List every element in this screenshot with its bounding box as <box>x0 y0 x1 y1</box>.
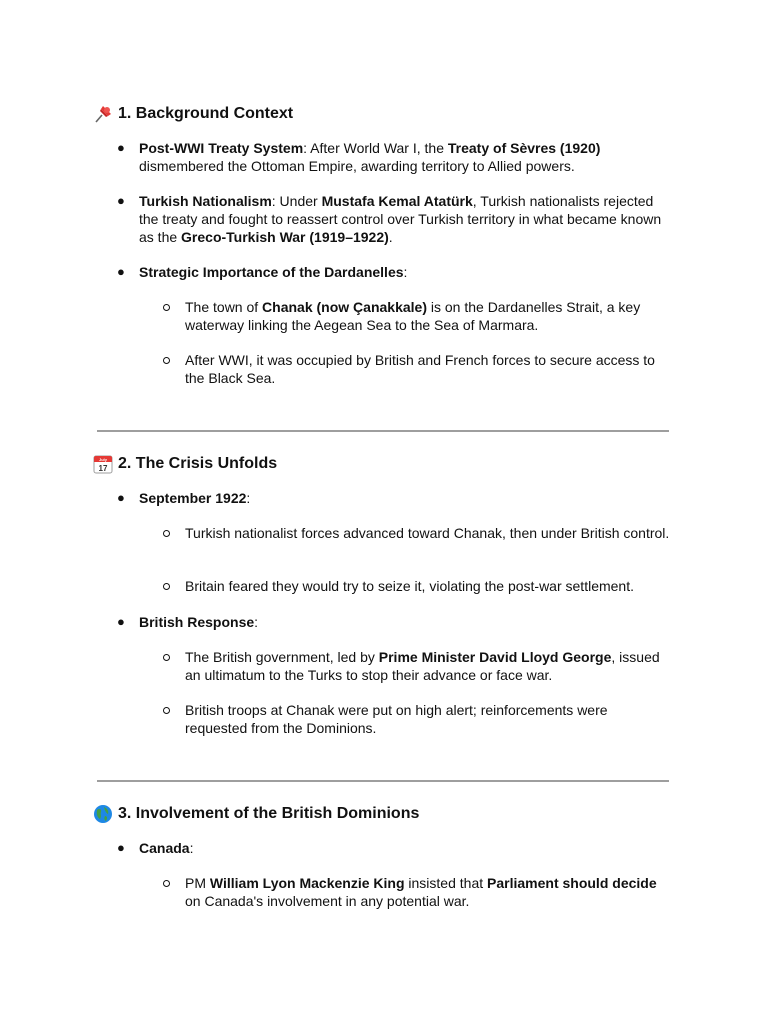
section-title: 3. Involvement of the British Dominions <box>118 805 420 822</box>
globe-icon <box>93 804 113 824</box>
list-item-text: Turkish Nationalism: Under Mustafa Kemal Atatürk, Turkish nationalists rejected the treaty and fought to reassert control over Turkish territory in what became known as the Greco-Turkish War (1919–1922). <box>139 193 662 245</box>
horizontal-rule <box>97 430 669 432</box>
sub-list-item-text: After WWI, it was occupied by British and French forces to secure access to the Black Sea. <box>185 352 655 386</box>
list-item-text: Strategic Importance of the Dardanelles: <box>139 264 408 280</box>
bullet-circle <box>163 880 170 887</box>
bullet-dot: ● <box>117 840 125 855</box>
bullet-dot: ● <box>117 193 125 208</box>
bullet-circle <box>163 357 170 364</box>
horizontal-rule <box>97 780 669 782</box>
section-heading-crisis-unfolds <box>93 454 277 474</box>
bullet-circle <box>163 654 170 661</box>
bullet-dot: ● <box>117 264 125 279</box>
bullet-dot: ● <box>117 140 125 155</box>
sub-list-item-text: Britain feared they would try to seize it, violating the post-war settlement. <box>185 578 634 594</box>
calendar-icon <box>93 454 113 474</box>
pushpin-icon <box>93 104 113 124</box>
sub-list-item-text: The British government, led by Prime Minister David Lloyd George, issued an ultimatum to the Turks to stop their advance or face war. <box>185 649 660 683</box>
bullet-circle <box>163 583 170 590</box>
list-item-text: British Response: <box>139 614 259 630</box>
list-item-text: September 1922: <box>139 490 251 506</box>
sub-list-item-text: PM William Lyon Mackenzie King insisted that Parliament should decide on Canada's involvement in any potential war. <box>185 875 657 909</box>
bullet-dot: ● <box>117 614 125 629</box>
calendar-month: July <box>98 457 108 462</box>
bullet-dot: ● <box>117 490 125 505</box>
bullet-circle <box>163 707 170 714</box>
calendar-day: 17 <box>98 464 108 473</box>
list-item-text: Post-WWI Treaty System: After World War I, the Treaty of Sèvres (1920) dismembered the Ottoman Empire, awarding territory to Allied powers. <box>139 140 601 174</box>
section-title: 1. Background Context <box>118 105 294 122</box>
section-heading-dominions <box>93 804 419 824</box>
section-title: 2. The Crisis Unfolds <box>118 455 278 472</box>
bullet-circle <box>163 530 170 537</box>
list-item-text: Canada: <box>139 840 194 856</box>
bullet-circle <box>163 304 170 311</box>
sub-list-item-text: Turkish nationalist forces advanced toward Chanak, then under British control. <box>185 525 670 541</box>
sub-list-item-text: British troops at Chanak were put on high alert; reinforcements were requested from the Dominions. <box>185 702 608 736</box>
section-heading-background-context <box>93 104 293 124</box>
sub-list-item-text: The town of Chanak (now Çanakkale) is on the Dardanelles Strait, a key waterway linking the Aegean Sea to the Sea of Marmara. <box>185 299 641 333</box>
